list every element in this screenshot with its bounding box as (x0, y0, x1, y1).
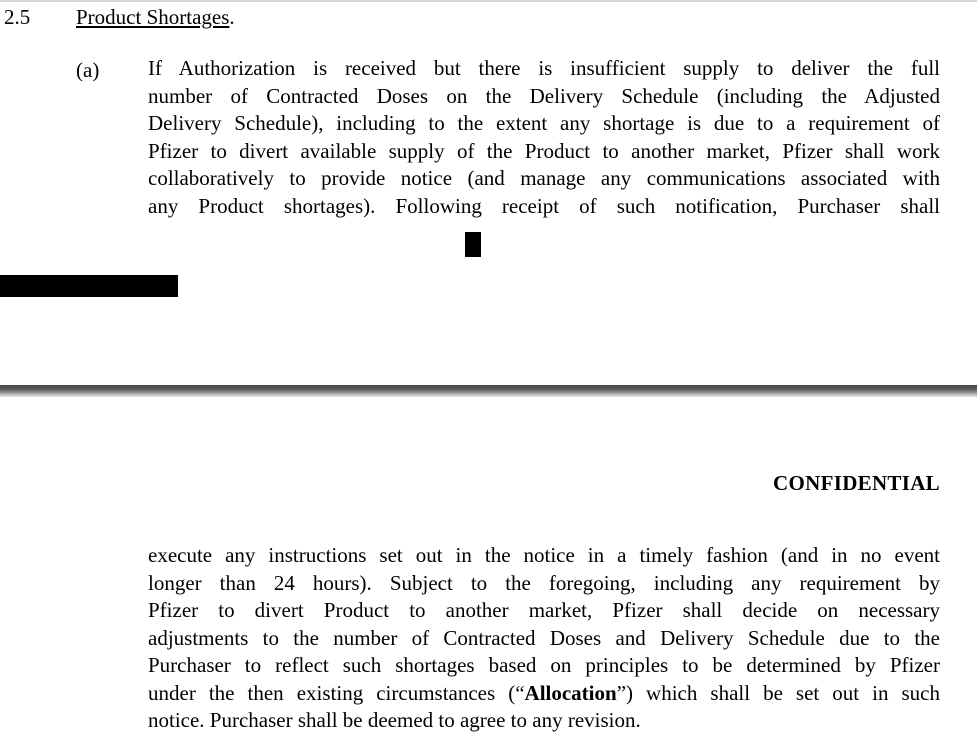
page-break-divider (0, 385, 977, 397)
top-rule (0, 0, 977, 2)
paragraph-line: Pfizer to divert available supply of the Product to another market, Pfizer shall work (148, 138, 940, 163)
paragraph-line: Pfizer to divert Product to another market, Pfizer shall decide on necessary (148, 598, 940, 622)
section-title-period: . (229, 5, 235, 29)
continuation-paragraph (148, 542, 940, 735)
paragraph-line: collaboratively to provide notice (and manage any communications associated with (148, 166, 940, 190)
section-heading (76, 5, 235, 29)
section-number: 2.5 (4, 5, 31, 29)
clause-paragraph (148, 55, 940, 220)
clause-label: (a) (76, 58, 100, 82)
redaction-bar (0, 275, 178, 297)
paragraph-line (148, 680, 940, 708)
paragraph-line: Purchaser to reflect such shortages based on principles to be determined by Pfizer (148, 653, 940, 677)
section-title: Product Shortages (76, 5, 230, 29)
redaction-mark (465, 232, 481, 257)
paragraph-line: longer than 24 hours). Subject to the foregoing, including any requirement by (148, 570, 940, 595)
paragraph-line: Delivery Schedule), including to the extent any shortage is due to a requirement of (148, 111, 940, 135)
paragraph-line: any Product shortages). Following receipt of such notification, Purchaser shall (148, 193, 940, 218)
line-text: ”) which shall be set out in such (616, 680, 941, 705)
confidential-label: CONFIDENTIAL (773, 471, 940, 495)
paragraph-line: notice. Purchaser shall be deemed to agree to any revision. (148, 708, 641, 732)
line-text: under the then existing circumstances (“ (148, 680, 525, 705)
paragraph-line: adjustments to the number of Contracted Doses and Delivery Schedule due to the (148, 625, 940, 650)
paragraph-line: If Authorization is received but there is insufficient supply to deliver the full (148, 56, 940, 80)
paragraph-line: execute any instructions set out in the notice in a timely fashion (and in no event (148, 543, 940, 567)
paragraph-line: number of Contracted Doses on the Delivery Schedule (including the Adjusted (148, 83, 940, 108)
defined-term-allocation: Allocation (524, 680, 617, 705)
